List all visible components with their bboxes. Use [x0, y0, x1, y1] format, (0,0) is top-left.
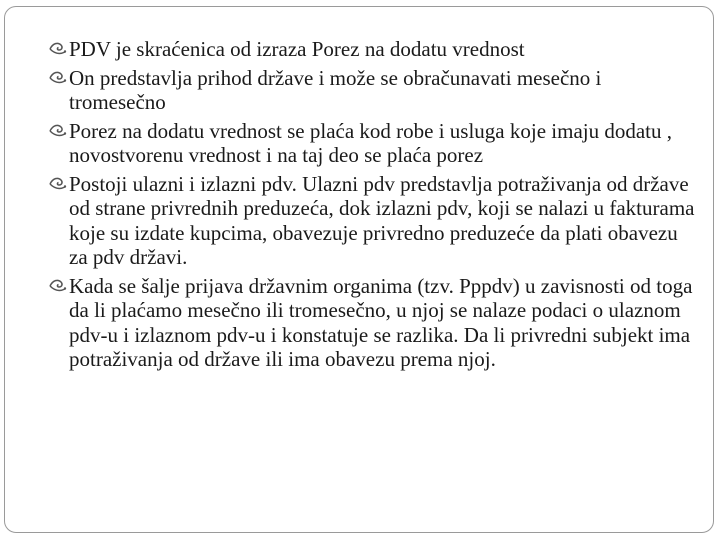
fleuron-bullet-icon: [49, 176, 67, 192]
fleuron-bullet-icon: [49, 70, 67, 86]
fleuron-bullet-icon: [49, 41, 67, 57]
fleuron-bullet-icon: [49, 123, 67, 139]
fleuron-bullet-icon: [49, 278, 67, 294]
slide-frame: [4, 6, 714, 533]
bullet-item: [49, 119, 699, 168]
bullet-item: [49, 37, 699, 62]
bullet-text: On predstavlja prihod države i može se obračunavati mesečno i tromesečno: [69, 65, 602, 114]
bullet-text: PDV je skraćenica od izraza Porez na dodatu vrednost: [69, 37, 525, 61]
bullet-text: Kada se šalje prijava državnim organima (tzv. Pppdv) u zavisnosti od toga da li plaćamo mesečno ili tromesečno, u njoj se nalaze podaci o ulaznom pdv-u i izlaznom pdv-u i konstatuje se razlika. Da li privredni subjekt ima potraživanja od države ili ima obavezu prema njoj.: [69, 273, 693, 371]
bullet-item: [49, 66, 699, 115]
bullet-item: [49, 274, 699, 372]
bullet-text: Porez na dodatu vrednost se plaća kod robe i usluga koje imaju dodatu , novostvorenu vrednost i na taj deo se plaća porez: [69, 118, 673, 167]
bullet-list: [49, 37, 699, 376]
bullet-text: Postoji ulazni i izlazni pdv. Ulazni pdv predstavlja potraživanja od države od strane privrednih preduzeća, dok izlazni pdv, koji se nalazi u fakturama koje su izdate kupcima, obavezuje privredno preduzeće da plati obavezu za pdv državi.: [69, 171, 695, 269]
bullet-item: [49, 172, 699, 270]
